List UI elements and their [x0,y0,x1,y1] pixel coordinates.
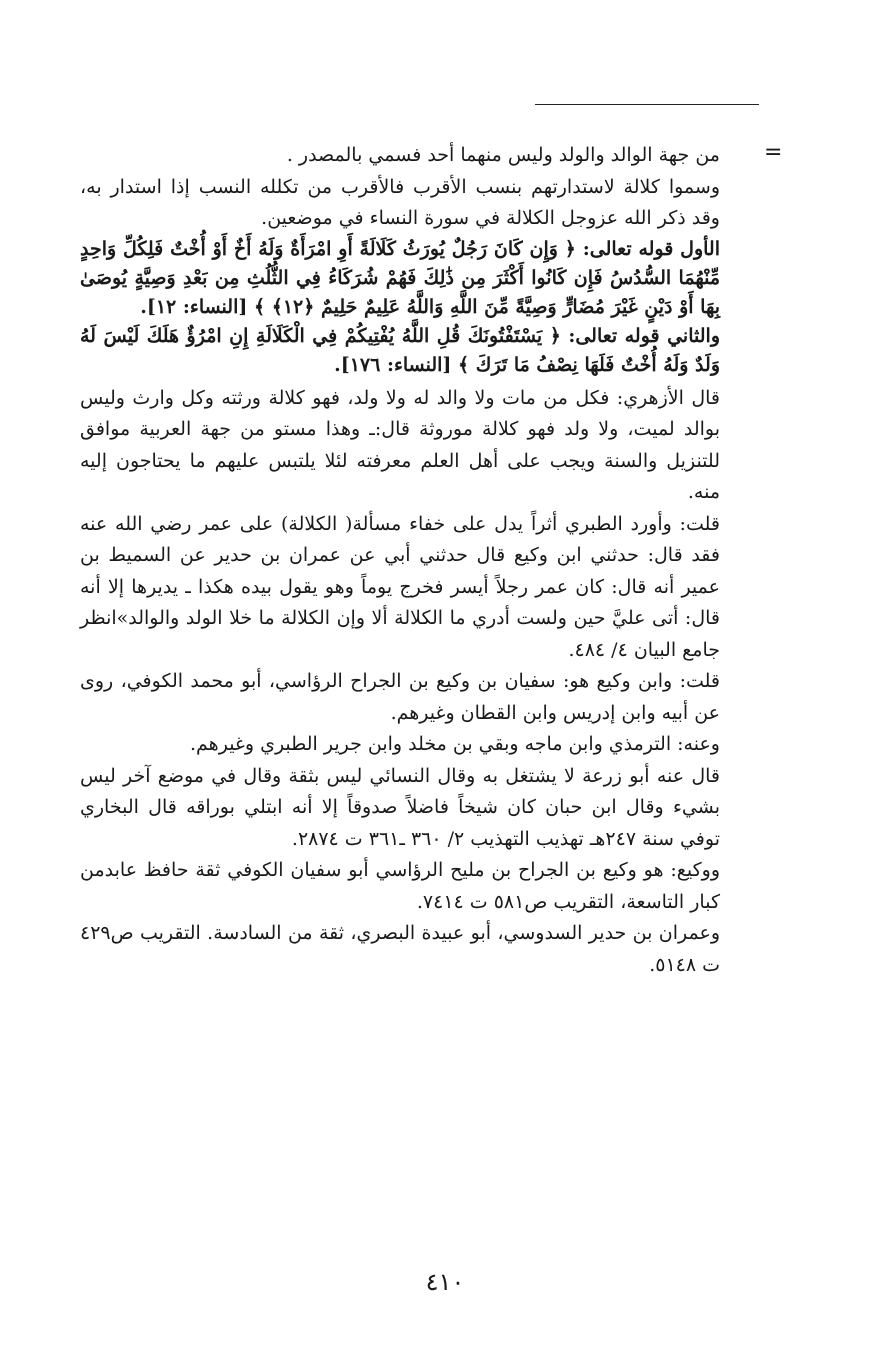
footnote-continuation-marker: = [764,140,783,165]
footnote-paragraph: قلت: وأورد الطبري أثراً يدل على خفاء مسألة( الكلالة) على عمر رضي الله عنه فقد قال: حدثني ابن وكيع قال حدثني أبي عن عمران بن حدير عن السميط بن عمير أنه قال: كان عمر رجلاً أيسر فخرج يوماً وهو يقول بيده هكذا ـ يديرها إلا أنه قال: أتى عليَّ حين ولست أدري ما الكلالة ألا وإن الكلالة ما خلا الولد والوالد»انظر جامع البيان ٤/ ٤٨٤. [80,512,720,661]
page-number: ٤١٠ [425,1268,465,1296]
quran-quote-paragraph: الأول قوله تعالى: ﴿ وَإِن كَانَ رَجُلٌ يُورَثُ كَلَالَةً أَوِ امْرَأَةٌ وَلَهُ أَخٌ أَوْ أُخْتٌ فَلِكُلِّ وَاحِدٍ مِّنْهُمَا السُّدُسُ فَإِن كَانُوا أَكْثَرَ مِن ذَٰلِكَ فَهُمْ شُرَكَاءُ فِي الثُّلُثِ مِن بَعْدِ وَصِيَّةٍ يُوصَىٰ بِهَا أَوْ دَيْنٍ غَيْرَ مُضَارٍّ وَصِيَّةً مِّنَ اللَّهِ وَاللَّهُ عَلِيمٌ حَلِيمٌ ﴿١٢﴾ ﴾ [النساء: ١٢]. [80,237,720,318]
footnote-separator-rule [535,104,759,105]
footnote-paragraph: وسموا كلالة لاستدارتهم بنسب الأقرب فالأقرب من تكلله النسب إذا استدار به، وقد ذكر الله عزوجل الكلالة في سورة النساء في موضعين. [80,175,720,229]
footnote-body [80,140,720,981]
footnote-paragraph: قلت: وابن وكيع هو: سفيان بن وكيع بن الجراح الرؤاسي، أبو محمد الكوفي، روى عن أبيه وابن إدريس وابن القطان وغيرهم. [80,670,720,724]
footnote-paragraph: وعمران بن حدير السدوسي، أبو عبيدة البصري، ثقة من السادسة. التقريب ص٤٢٩ ت ٥١٤٨. [80,922,720,976]
footnote-paragraph: وعنه: الترمذي وابن ماجه وبقي بن مخلد وابن جرير الطبري وغيرهم. [190,733,720,755]
footnote-paragraph: قال عنه أبو زرعة لا يشتغل به وقال النسائي ليس بثقة وقال في موضع آخر ليس بشيء وقال ابن حبان كان شيخاً فاضلاً صدوقاً إلا أنه ابتلي بوراقه قال البخاري توفي سنة ٢٤٧هـ تهذيب التهذيب ٢/ ٣٦٠ ـ٣٦١ ت ٢٨٧٤. [80,764,720,850]
quran-quote-paragraph: والثاني قوله تعالى: ﴿ يَسْتَفْتُونَكَ قُلِ اللَّهُ يُفْتِيكُمْ فِي الْكَلَالَةِ إِنِ امْرُؤٌ هَلَكَ لَيْسَ لَهُ وَلَدٌ وَلَهُ أُخْتٌ فَلَهَا نِصْفُ مَا تَرَكَ ﴾ [النساء: ١٧٦]. [80,324,720,376]
footnote-paragraph: قال الأزهري: فكل من مات ولا والد له ولا ولد، فهو كلالة ورثته وكل وارث وليس بوالد لميت، ولا ولد فهو كلالة موروثة قال:ـ وهذا مستو من جهة العربية موافق للتنزيل والسنة ويجب على أهل العلم معرفته لئلا يلتبس عليهم ما يحتاجون إليه منه. [80,386,720,503]
footnote-paragraph: ووكيع: هو وكيع بن الجراح بن مليح الرؤاسي أبو سفيان الكوفي ثقة حافظ عابدمن كبار التاسعة، التقريب ص٥٨١ ت ٧٤١٤. [80,859,720,913]
footnote-paragraph: من جهة الوالد والولد وليس منهما أحد فسمي بالمصدر . [286,144,720,166]
